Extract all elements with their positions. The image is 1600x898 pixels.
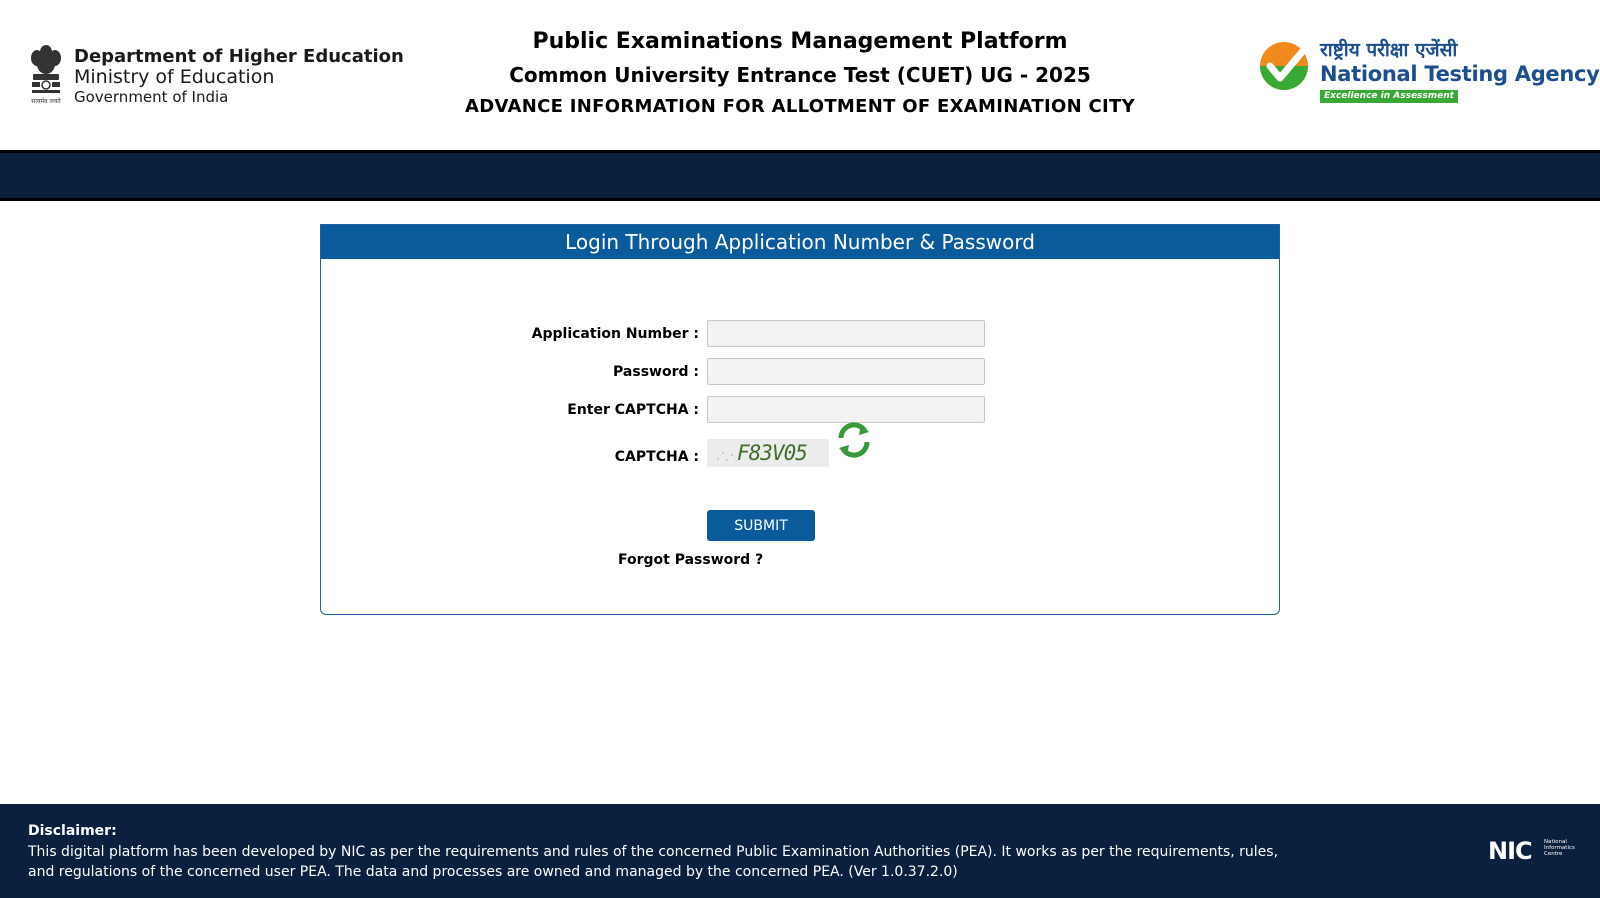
government-name: Government of India [74, 88, 229, 106]
nta-logo [1256, 36, 1600, 106]
captcha-noise [715, 449, 739, 463]
page-subtitle: ADVANCE INFORMATION FOR ALLOTMENT OF EXAMINATION CITY [465, 96, 1135, 117]
site-footer [0, 804, 1600, 898]
captcha-input-row [321, 396, 1279, 424]
password-label: Password : [613, 364, 699, 380]
nta-hindi-name: राष्ट्रीय परीक्षा एजेंसी [1320, 39, 1458, 61]
application-number-label: Application Number : [531, 326, 699, 342]
login-heading: Login Through Application Number & Password [321, 225, 1279, 259]
national-emblem-icon [26, 44, 66, 106]
password-input[interactable] [707, 358, 985, 385]
submit-button[interactable]: SUBMIT [707, 510, 815, 541]
ministry-name: Ministry of Education [74, 66, 275, 88]
refresh-icon[interactable] [835, 421, 873, 459]
captcha-row [321, 443, 1279, 471]
nta-check-icon [1258, 40, 1310, 92]
dept-name: Department of Higher Education [74, 46, 404, 67]
disclaimer-text: This digital platform has been developed by NIC as per the requirements and rules of the concerned Public Examination Authorities (PEA). It works as per the requirements, rules, and regulations of the concerned user PEA. The data and processes are owned and managed by the concerned PEA. (Ver 1.0.37.2.0) [28, 844, 1279, 880]
login-panel [320, 224, 1280, 615]
site-header [0, 0, 1600, 150]
platform-title: Public Examinations Management Platform [532, 29, 1068, 54]
captcha-input-label: Enter CAPTCHA : [567, 402, 699, 418]
application-number-row [321, 320, 1279, 348]
disclaimer-title: Disclaimer: [28, 823, 117, 839]
forgot-password-link[interactable]: Forgot Password ? [618, 552, 764, 568]
exam-title: Common University Entrance Test (CUET) UG - 2025 [509, 63, 1091, 87]
dhe-logo [26, 44, 404, 108]
captcha-code: F83V05 [737, 441, 807, 465]
captcha-image [707, 439, 829, 467]
emblem-caption: सत्यमेव जयते [31, 98, 61, 105]
nav-bar [0, 150, 1600, 201]
password-row [321, 358, 1279, 386]
application-number-input[interactable] [707, 320, 985, 347]
nic-logo-text: NIC [1488, 837, 1532, 865]
nta-tagline: Excellence in Assessment [1320, 90, 1458, 103]
nta-name: National Testing Agency [1320, 62, 1600, 86]
captcha-input[interactable] [707, 396, 985, 423]
nic-logo-subtext: National Informatics Centre [1544, 839, 1575, 857]
nic-logo [1488, 838, 1580, 864]
page-titles [400, 26, 1200, 122]
captcha-label: CAPTCHA : [614, 449, 699, 465]
